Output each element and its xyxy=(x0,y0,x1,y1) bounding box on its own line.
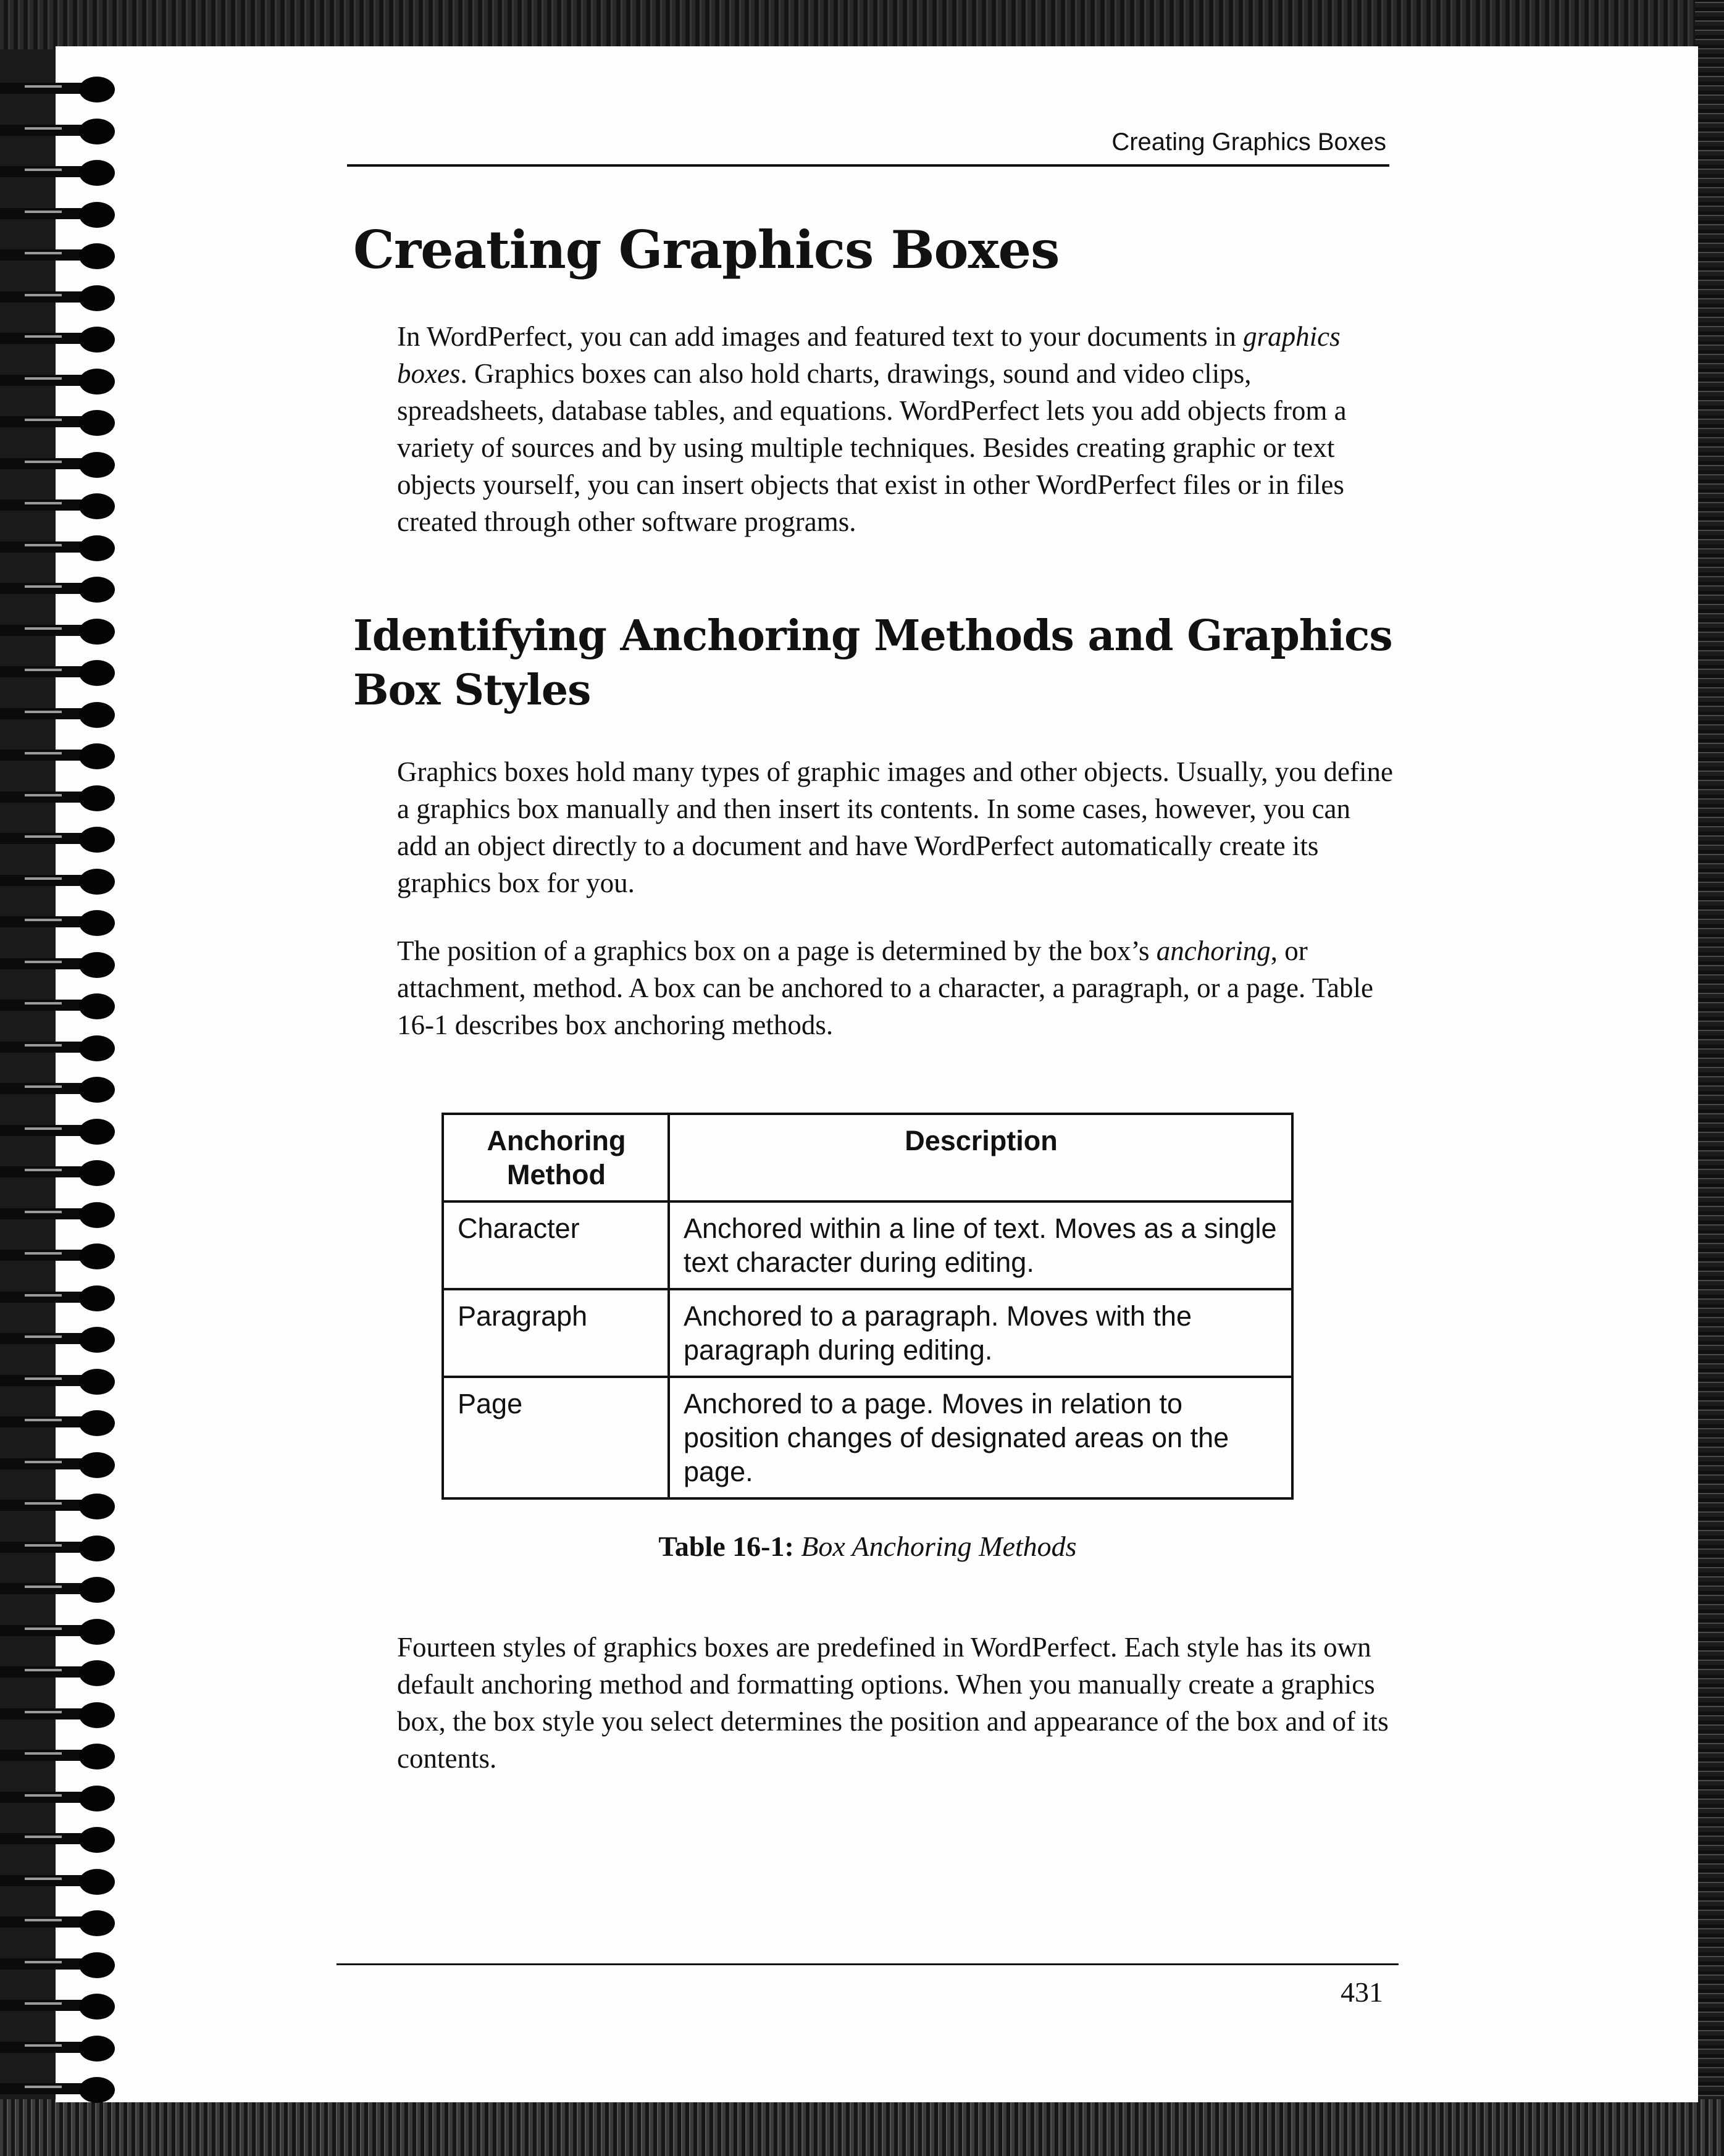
binding-ring xyxy=(0,700,123,729)
binding-ring xyxy=(0,1950,123,1979)
table-header-row xyxy=(443,1114,1292,1201)
intro-text-after: . Graphics boxes can also hold charts, drawings, sound and video clips, spreadsheets, database tables, and equations. WordPerfect lets you add objects from a variety of sources and by using multiple techniques. Besides creating graphic or text objects yourself, you can insert objects that exist in other WordPerfect files or in files created through other software programs. xyxy=(397,358,1347,537)
binding-ring xyxy=(0,1533,123,1563)
running-header: Creating Graphics Boxes xyxy=(1111,128,1386,156)
anchoring-term: anchoring xyxy=(1156,935,1271,966)
table-cell-description: Anchored to a paragraph. Moves with the paragraph during editing. xyxy=(669,1289,1292,1377)
header-rule xyxy=(347,164,1389,167)
binding-ring xyxy=(0,741,123,771)
binding-ring xyxy=(0,74,123,104)
binding-ring xyxy=(0,407,123,437)
body-paragraph-3: Fourteen styles of graphics boxes are predefined in WordPerfect. Each style has its own default anchoring method and formatting options. When you manually create a graphics box, the box style you select determines the position and appearance of the box and of its contents. xyxy=(397,1632,1389,1774)
binding-ring xyxy=(0,1658,123,1687)
binding-ring xyxy=(0,1866,123,1896)
page-number: 431 xyxy=(1341,1976,1383,2008)
binding-ring xyxy=(0,1366,123,1396)
binding-ring xyxy=(0,908,123,937)
binding-ring xyxy=(0,283,123,312)
table-cell-description: Anchored within a line of text. Moves as a single text character during editing. xyxy=(669,1201,1292,1289)
binding-ring xyxy=(0,199,123,229)
body-paragraph-2 xyxy=(397,932,1397,1043)
binding-ring xyxy=(0,1491,123,1521)
table-cell-method: Paragraph xyxy=(443,1289,669,1377)
intro-text-before: In WordPerfect, you can add images and featured text to your documents in xyxy=(397,321,1244,352)
binding-ring xyxy=(0,449,123,479)
table-row xyxy=(443,1201,1292,1289)
binding-ring xyxy=(0,1574,123,1604)
binding-ring xyxy=(0,1324,123,1354)
binding-ring xyxy=(0,783,123,813)
binding-ring xyxy=(0,1116,123,1146)
anchoring-methods-table xyxy=(441,1113,1294,1500)
binding-ring xyxy=(0,533,123,562)
binding-ring xyxy=(0,1450,123,1479)
binding-ring xyxy=(0,1241,123,1271)
binding-ring xyxy=(0,1991,123,2021)
binding-ring xyxy=(0,491,123,520)
binding-ring xyxy=(0,116,123,146)
binding-ring xyxy=(0,1616,123,1646)
body-paragraph-2-after: , or attachment, method. A box can be anchored to a character, a paragraph, or a page. Table 16-1 describes box anchoring methods. xyxy=(397,935,1373,1040)
table-row xyxy=(443,1289,1292,1377)
binding-ring xyxy=(0,616,123,646)
binding-ring xyxy=(0,1158,123,1187)
binding-ring xyxy=(0,366,123,396)
binding-ring xyxy=(0,1741,123,1771)
section-title: Creating Graphics Boxes xyxy=(353,219,1060,280)
subsection-title: Identifying Anchoring Methods and Graphics Box Styles xyxy=(353,611,1392,715)
binding-ring xyxy=(0,1074,123,1104)
table-cell-description: Anchored to a page. Moves in relation to position changes of designated areas on the page. xyxy=(669,1377,1292,1498)
scan-border-right xyxy=(1695,0,1724,2156)
binding-ring xyxy=(0,1033,123,1063)
binding-ring xyxy=(0,1700,123,1729)
table-caption xyxy=(441,1530,1294,1563)
table-row xyxy=(443,1377,1292,1498)
intro-paragraph xyxy=(397,318,1397,540)
binding-ring xyxy=(0,991,123,1021)
table-header-description: Description xyxy=(669,1114,1292,1201)
binding-ring xyxy=(0,950,123,979)
binding-ring xyxy=(0,866,123,896)
binding-ring xyxy=(0,574,123,604)
scan-border-bottom xyxy=(0,2099,1724,2156)
table-cell-method: Character xyxy=(443,1201,669,1289)
binding-ring xyxy=(0,1283,123,1313)
table-header-method: Anchoring Method xyxy=(443,1114,669,1201)
table-caption-text: Box Anchoring Methods xyxy=(801,1531,1077,1562)
binding-ring xyxy=(0,157,123,187)
binding-ring xyxy=(0,1824,123,1854)
binding-ring xyxy=(0,2033,123,2063)
binding-ring xyxy=(0,1408,123,1437)
body-paragraph-1: Graphics boxes hold many types of graphic images and other objects. Usually, you define a graphics box manually and then insert its contents. In some cases, however, you can add an object directly to a document and have WordPerfect automatically create its graphics box for you. xyxy=(397,756,1393,898)
table-cell-method: Page xyxy=(443,1377,669,1498)
spiral-binding xyxy=(0,0,123,2156)
table-caption-label: Table 16-1: xyxy=(658,1531,794,1562)
binding-ring xyxy=(0,2075,123,2104)
binding-ring xyxy=(0,658,123,687)
binding-ring xyxy=(0,1908,123,1937)
binding-ring xyxy=(0,324,123,354)
binding-ring xyxy=(0,241,123,270)
binding-ring xyxy=(0,824,123,854)
binding-ring xyxy=(0,1783,123,1813)
intro-term: graphics boxes xyxy=(397,321,1341,389)
body-paragraph-2-before: The position of a graphics box on a page is determined by the box’s xyxy=(397,935,1157,966)
binding-ring xyxy=(0,1200,123,1229)
footer-rule xyxy=(337,1963,1399,1965)
scan-border-top xyxy=(0,0,1724,49)
